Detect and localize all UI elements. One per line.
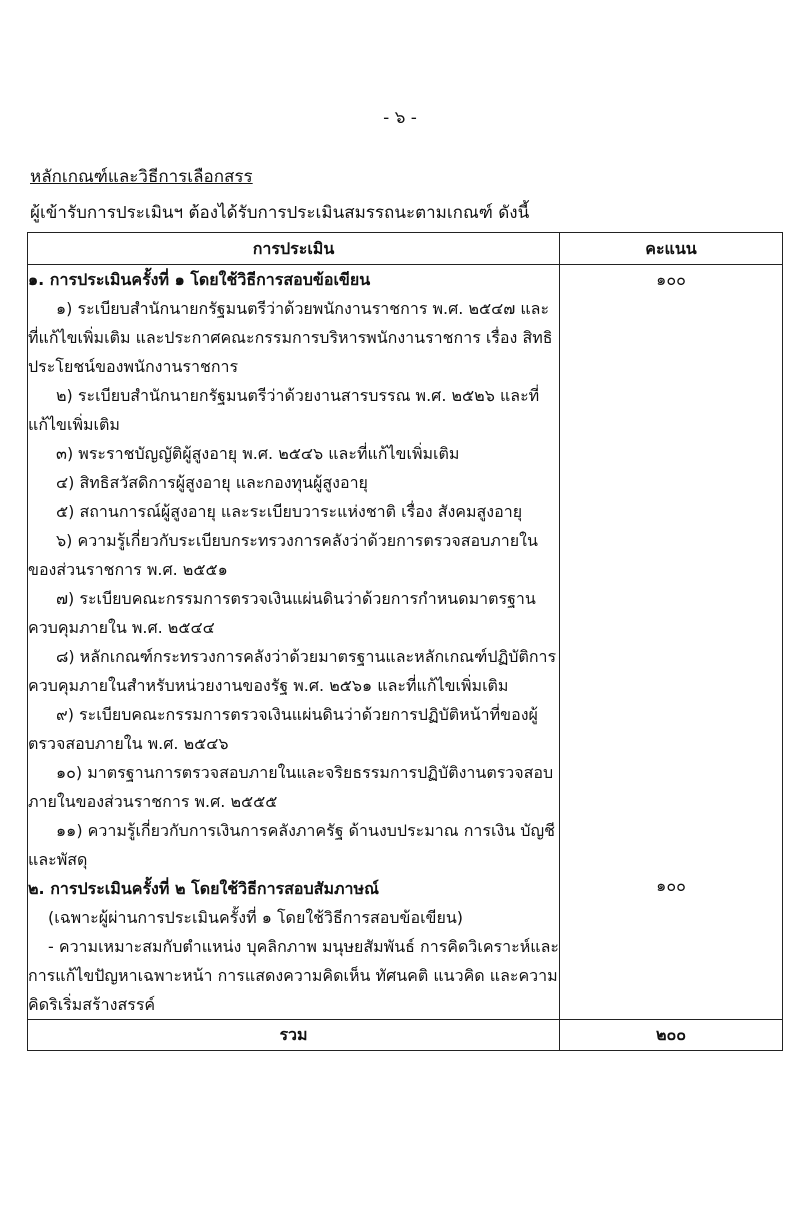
section1-item: ๒) ระเบียบสำนักนายกรัฐมนตรีว่าด้วยงานสารบรรณ พ.ศ. ๒๕๒๖ และที่แก้ไขเพิ่มเติม xyxy=(28,386,540,434)
page-number: - ๖ - xyxy=(383,108,417,128)
section2-score: ๑๐๐ xyxy=(656,876,686,895)
table-total-row xyxy=(28,1020,783,1051)
section1-title: ๑. การประเมินครั้งที่ ๑ โดยใช้วิธีการสอบข้อเขียน xyxy=(28,270,371,289)
total-score: ๒๐๐ xyxy=(560,1020,783,1051)
score-spacer xyxy=(560,294,782,871)
assessment-cell xyxy=(28,265,560,1020)
section1-item: ๙) ระเบียบคณะกรรมการตรวจเงินแผ่นดินว่าด้วยการปฏิบัติหน้าที่ของผู้ตรวจสอบภายใน พ.ศ. ๒๕๔๖ xyxy=(28,705,538,753)
section1-item: ๑๐) มาตรฐานการตรวจสอบภายในและจริยธรรมการปฏิบัติงานตรวจสอบภายในของส่วนราชการ พ.ศ. ๒๕๕๕ xyxy=(28,763,554,811)
section2-title: ๒. การประเมินครั้งที่ ๒ โดยใช้วิธีการสอบสัมภาษณ์ xyxy=(28,879,379,898)
section1-item: ๔) สิทธิสวัสดิการผู้สูงอายุ และกองทุนผู้สูงอายุ xyxy=(56,473,368,492)
table-row-body xyxy=(28,265,783,1020)
section1-item: ๗) ระเบียบคณะกรรมการตรวจเงินแผ่นดินว่าด้วยการกำหนดมาตรฐานควบคุมภายใน พ.ศ. ๒๕๔๔ xyxy=(28,589,536,637)
section1-item: ๓) พระราชบัญญัติผู้สูงอายุ พ.ศ. ๒๕๔๖ และที่แก้ไขเพิ่มเติม xyxy=(56,444,460,463)
section1-item: ๑) ระเบียบสำนักนายกรัฐมนตรีว่าด้วยพนักงานราชการ พ.ศ. ๒๕๔๗ และที่แก้ไขเพิ่มเติม และประกาศคณะกรรมการบริหารพนักงานราชการ เรื่อง สิทธิประโยชน์ของพนักงานราชการ xyxy=(28,299,553,376)
total-label: รวม xyxy=(28,1020,560,1051)
intro-text: ผู้เข้ารับการประเมินฯ ต้องได้รับการประเมินสมรรถนะตามเกณฑ์ ดังนี้ xyxy=(30,203,530,223)
section1-item: ๑๑) ความรู้เกี่ยวกับการเงินการคลังภาครัฐ ด้านงบประมาณ การเงิน บัญชี และพัสดุ xyxy=(28,821,555,869)
header-assessment: การประเมิน xyxy=(28,233,560,265)
assessment-table xyxy=(27,232,783,1051)
section2-detail: - ความเหมาะสมกับตำแหน่ง บุคลิกภาพ มนุษยสัมพันธ์ การคิดวิเคราะห์และการแก้ไขปัญหาเฉพาะหน้า การแสดงความคิดเห็น ทัศนคติ แนวคิด และความคิดริเริ่มสร้างสรรค์ xyxy=(28,937,559,1014)
section2-note: (เฉพาะผู้ผ่านการประเมินครั้งที่ ๑ โดยใช้วิธีการสอบข้อเขียน) xyxy=(48,908,464,927)
section1-item: ๕) สถานการณ์ผู้สูงอายุ และระเบียบวาระแห่งชาติ เรื่อง สังคมสูงอายุ xyxy=(56,502,523,521)
section-heading: หลักเกณฑ์และวิธีการเลือกสรร xyxy=(30,167,253,187)
score-cell xyxy=(560,265,783,1020)
section1-item: ๖) ความรู้เกี่ยวกับระเบียบกระทรวงการคลังว่าด้วยการตรวจสอบภายในของส่วนราชการ พ.ศ. ๒๕๕๑ xyxy=(28,531,538,579)
table-header-row xyxy=(28,233,783,265)
header-score: คะแนน xyxy=(560,233,783,265)
section1-score: ๑๐๐ xyxy=(656,270,686,289)
section1-item: ๘) หลักเกณฑ์กระทรวงการคลังว่าด้วยมาตรฐานและหลักเกณฑ์ปฏิบัติการควบคุมภายในสำหรับหน่วยงานของรัฐ พ.ศ. ๒๕๖๑ และที่แก้ไขเพิ่มเติม xyxy=(28,647,557,695)
